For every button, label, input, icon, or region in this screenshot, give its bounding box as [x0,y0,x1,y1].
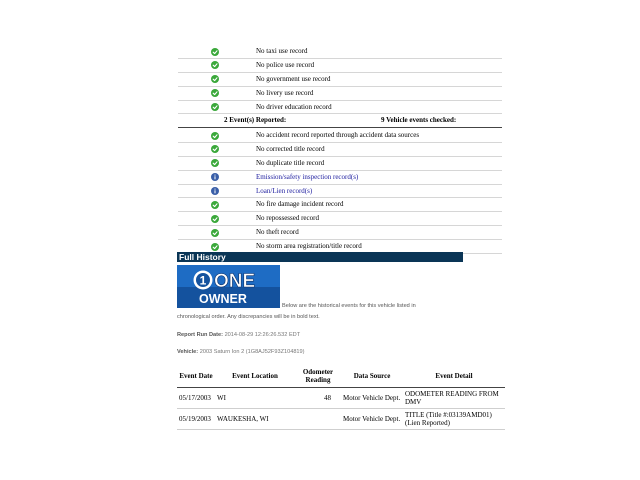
list-item [178,198,502,212]
check-item-text: No police use record [256,60,315,69]
vehicle-events-checklist [178,129,502,254]
event-check-text: No storm area registration/title record [256,242,362,251]
check-item-text: No government use record [256,74,331,83]
event-detail: ODOMETER READING FROM DMV [405,389,499,406]
col-event-detail: Event Detail [435,372,473,380]
event-date: 05/19/2003 [179,414,211,423]
event-check-text[interactable]: Loan/Lien record(s) [256,186,313,195]
event-check-text: No theft record [256,228,299,237]
list-item [178,157,502,171]
list-item [178,129,502,143]
vehicle-value: 2003 Saturn Ion 2 (1G8AJ52F93Z104819) [199,349,305,355]
list-item [178,143,502,157]
event-location: WI [217,393,226,402]
col-event-date: Event Date [179,372,213,380]
check-circle-icon [211,89,219,97]
odometer-reading: 48 [324,393,331,402]
intro-line-2: chronological order. Any discrepancies will be in bold text. [177,314,320,320]
history-table [177,365,505,430]
logo-one-text: ONE [214,271,256,292]
check-circle-icon [211,48,219,56]
list-item[interactable] [178,185,502,199]
event-check-text[interactable]: Emission/safety inspection record(s) [256,172,359,181]
check-item-text: No taxi use record [256,47,308,55]
check-item-text: No driver education record [256,102,332,111]
list-item [178,226,502,240]
history-table-header [177,365,505,388]
list-item [178,212,502,226]
event-check-text: No accident record reported through accident data sources [256,131,420,139]
check-circle-icon [211,145,219,153]
event-detail: TITLE (Title #:03139AMD01) (Lien Reported) [405,410,492,427]
run-date-label: Report Run Date: [177,332,223,338]
col-odometer: Odometer Reading [302,368,334,384]
list-item [178,87,502,101]
table-row [177,388,505,409]
info-circle-icon [211,173,219,181]
event-date: 05/17/2003 [179,393,211,402]
full-history-header: Full History [177,252,463,262]
logo-owner-text: OWNER [199,292,247,306]
history-intro [177,301,467,323]
list-item [178,59,502,73]
data-source: Motor Vehicle Dept. [343,393,401,402]
col-data-source: Data Source [353,372,391,380]
check-item-text: No livery use record [256,88,314,97]
check-circle-icon [211,215,219,223]
check-circle-icon [211,159,219,167]
odometer-reading [295,409,341,430]
check-circle-icon [211,243,219,251]
event-check-text: No fire damage incident record [256,200,344,209]
vehicle-label: Vehicle: [177,349,199,355]
table-row [177,409,505,430]
check-circle-icon [211,75,219,83]
events-checked-label: 9 Vehicle events checked: [381,116,457,124]
col-event-location: Event Location [232,372,278,380]
check-circle-icon [211,61,219,69]
run-date-value: 2014-08-29 12:26:26.532 EDT [224,332,301,338]
vehicle-info [177,349,305,355]
list-item[interactable] [178,171,502,185]
report-run-date [177,332,300,338]
events-reported-label: 2 Event(s) Reported: [224,116,287,124]
list-item [178,73,502,87]
event-location: WAUKESHA, WI [217,414,269,423]
list-item [178,45,502,59]
events-summary [178,113,502,128]
event-check-text: No corrected title record [256,144,325,153]
intro-line-1: Below are the historical events for this vehicle listed in [282,303,416,309]
vehicle-use-checklist [178,45,502,114]
info-circle-icon [211,187,219,195]
event-check-text: No duplicate title record [256,158,325,167]
check-circle-icon [211,201,219,209]
check-circle-icon [211,103,219,111]
check-circle-icon [211,132,219,140]
data-source: Motor Vehicle Dept. [343,414,401,423]
event-check-text: No repossessed record [256,214,319,223]
check-circle-icon [211,229,219,237]
svg-text:1: 1 [199,273,207,288]
